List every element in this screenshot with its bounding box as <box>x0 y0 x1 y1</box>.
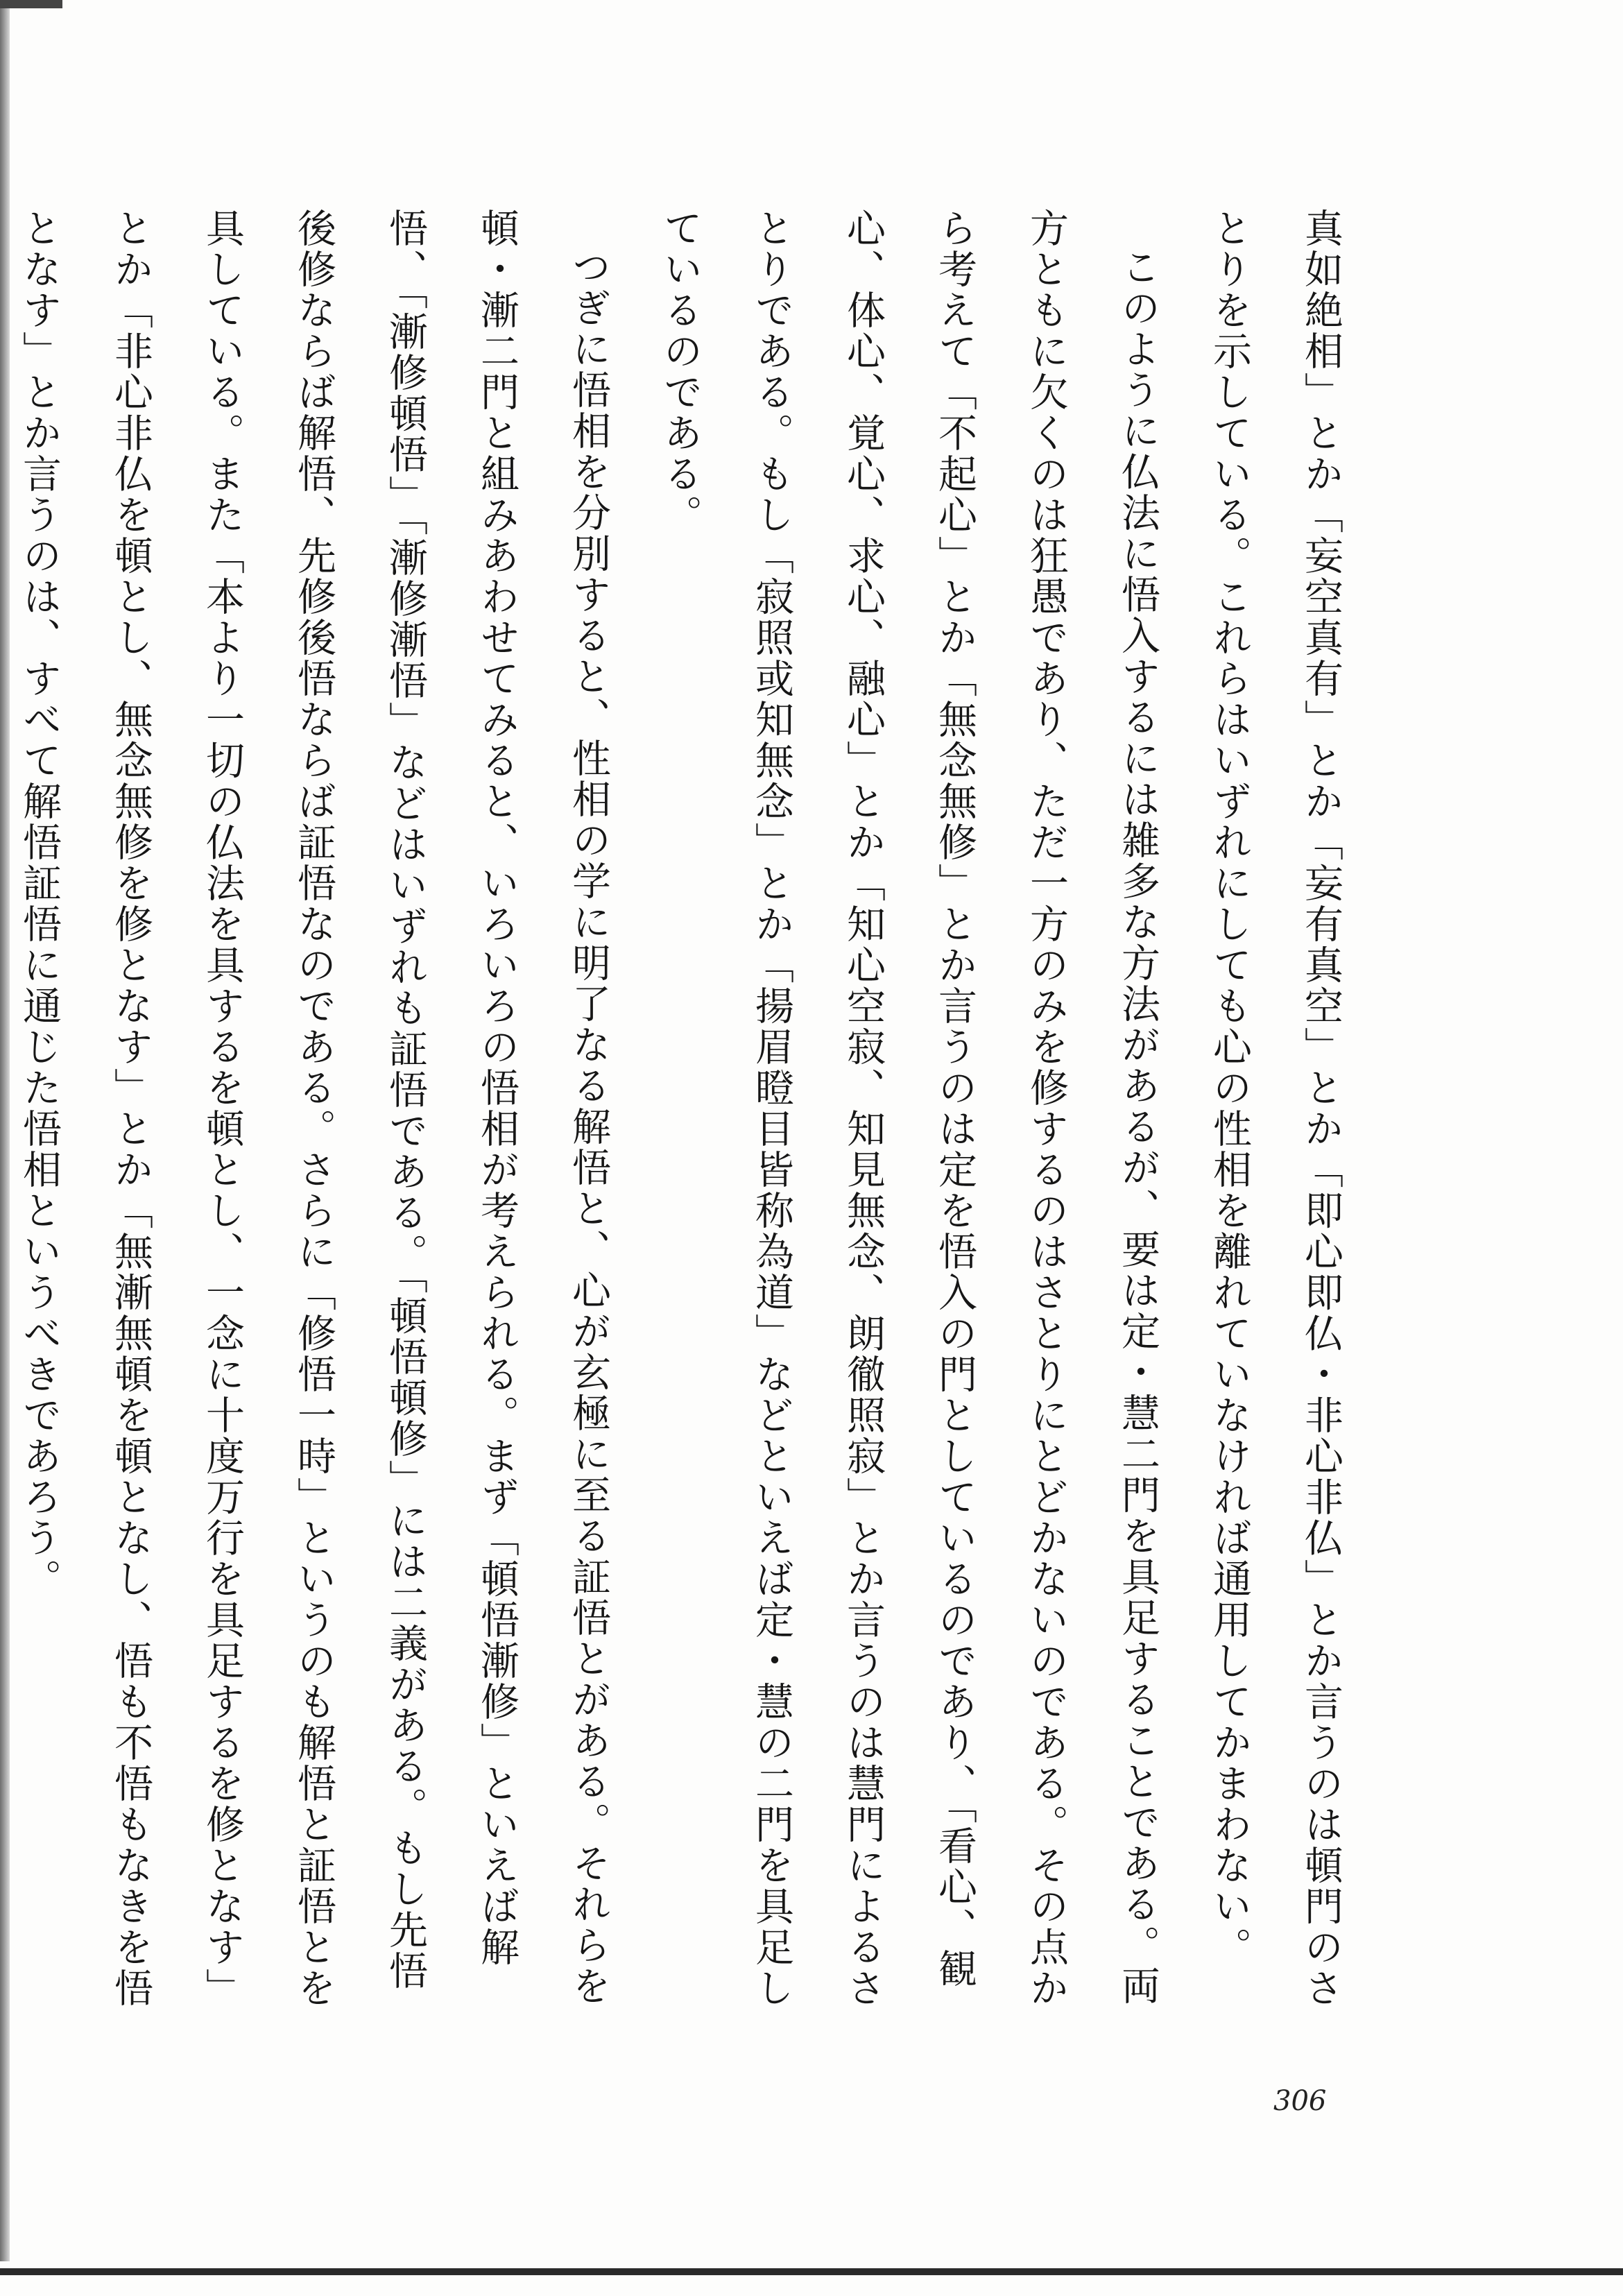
page-number: 306 <box>1273 2085 1327 2117</box>
vertical-text-body <box>0 208 1366 2012</box>
scan-top-mark <box>0 0 62 8</box>
scan-bottom-rule <box>0 2268 1623 2275</box>
paragraph-1: 真如絶相」とか「妄空真有」とか「妄有真空」とか「即心即仏・非心非仏」とか言うのは頓門のさとりを示している。これらはいずれにしても心の性相を離れていなければ通用してかまわない。 <box>1207 208 1343 2009</box>
paragraph-2: このように仏法に悟入するには雑多な方法があるが、要は定・慧二門を具足することである。両方ともに欠くのは狂愚であり、ただ一方のみを修するのはさとりにとどかないのである。その点から考えて「不起心」とか「無念無修」とか言うのは定を悟入の門としているのであり、「看心、観心、体心、覚心、求心、融心」とか「知心空寂、知見無念、朗徹照寂」とか言うのは慧門によるさとりである。もし「寂照或知無念」とか「揚眉瞪目皆称為道」などといえば定・慧の二門を具足しているのである。 <box>658 208 1160 2009</box>
paragraph-3: つぎに悟相を分別すると、性相の学に明了なる解悟と、心が玄極に至る証悟とがある。それらを頓・漸二門と組みあわせてみると、いろいろの悟相が考えられる。まず「頓悟漸修」といえば解悟、「漸修頓悟」「漸修漸悟」などはいずれも証悟である。「頓悟頓修」には二義がある。もし先悟後修ならば解悟、先修後悟ならば証悟なのである。さらに「修悟一時」というのも解悟と証悟とを具している。また「本より一切の仏法を具するを頓とし、一念に十度万行を具足するを修となす」とか「非心非仏を頓とし、無念無修を修となす」とか「無漸無頓を頓となし、悟も不悟もなきを悟となす」とか言うのは、すべて解悟証悟に通じた悟相というべきであろう。 <box>17 208 611 2009</box>
